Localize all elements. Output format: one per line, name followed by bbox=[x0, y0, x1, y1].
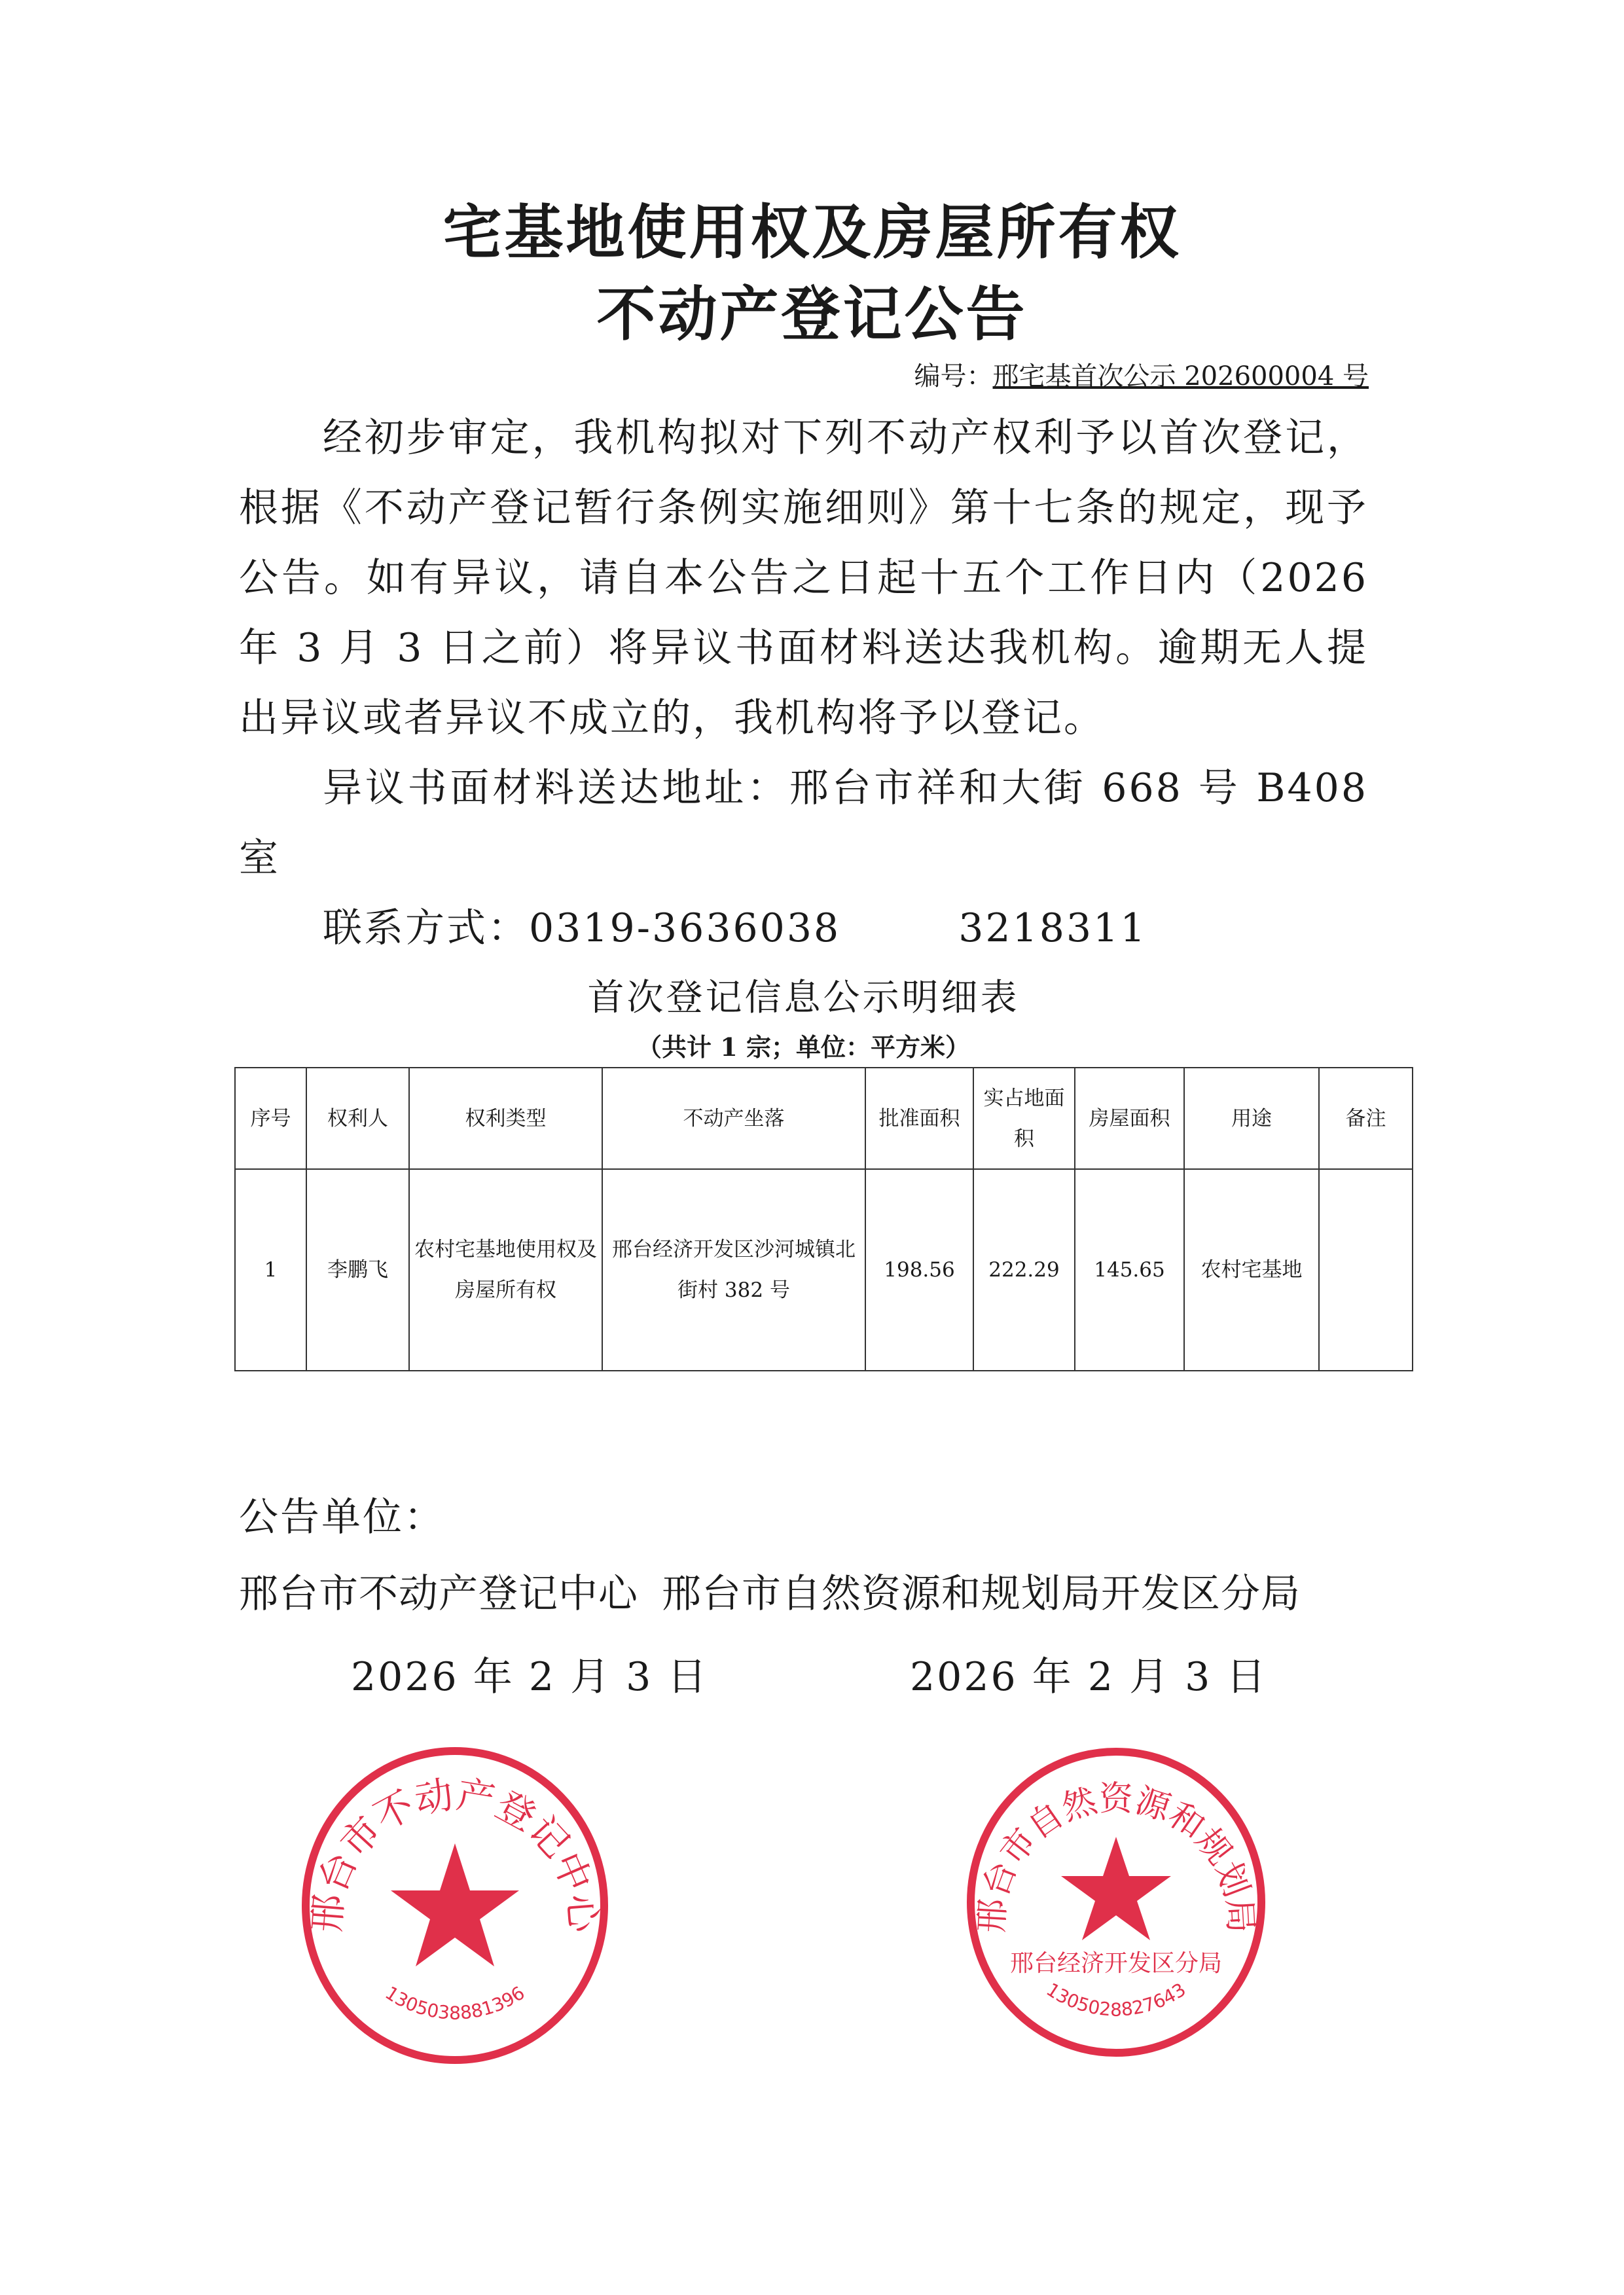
cell-right-type: 农村宅基地使用权及房屋所有权 bbox=[409, 1169, 602, 1371]
issue-date-1: 2026 年 2 月 3 日 bbox=[351, 1654, 709, 1700]
serial-number bbox=[914, 360, 1369, 393]
document-title-line2: 不动产登记公告 bbox=[596, 280, 1028, 349]
footer bbox=[239, 1483, 1368, 1719]
seal-2-text: 邢台市自然资源和规划局 bbox=[971, 1779, 1261, 1934]
registration-table bbox=[234, 1067, 1413, 1371]
contact-label: 联系方式： bbox=[323, 905, 529, 951]
header-owner: 权利人 bbox=[306, 1068, 409, 1169]
cell-remarks bbox=[1319, 1169, 1413, 1371]
seals bbox=[239, 1745, 1368, 2086]
header-usage: 用途 bbox=[1184, 1068, 1319, 1169]
seal-2-subtext: 邢台经济开发区分局 bbox=[1009, 1950, 1223, 1977]
contact-phone-1: 0319-3636038 bbox=[529, 905, 841, 951]
header-remarks: 备注 bbox=[1319, 1068, 1413, 1169]
cell-usage: 农村宅基地 bbox=[1184, 1169, 1319, 1371]
serial-value: 邢宅基首次公示 202600004 号 bbox=[992, 361, 1369, 391]
cell-location: 邢台经济开发区沙河城镇北街村 382 号 bbox=[602, 1169, 865, 1371]
issuer-label: 公告单位： bbox=[239, 1494, 445, 1540]
contact-info bbox=[239, 894, 1368, 964]
issuer-unit-1: 邢台市不动产登记中心 bbox=[239, 1571, 638, 1617]
header-location: 不动产坐落 bbox=[602, 1068, 865, 1169]
cell-approved-area: 198.56 bbox=[865, 1169, 973, 1371]
table-row bbox=[235, 1169, 1413, 1371]
cell-owner: 李鹏飞 bbox=[306, 1169, 409, 1371]
document-title-line1: 宅基地使用权及房屋所有权 bbox=[442, 198, 1182, 267]
star-icon bbox=[391, 1843, 519, 1966]
objection-address: 异议书面材料送达地址：邢台市祥和大街 668 号 B408 室 bbox=[239, 765, 1368, 881]
cell-index: 1 bbox=[235, 1169, 306, 1371]
issuer-units bbox=[239, 1553, 1368, 1636]
header-right-type: 权利类型 bbox=[409, 1068, 602, 1169]
seal-1-text: 邢台市不动产登记中心 bbox=[304, 1772, 606, 1934]
seal-2-code: 1305028827643 bbox=[1042, 1978, 1190, 2021]
header-index: 序号 bbox=[235, 1068, 306, 1169]
official-seal-2 bbox=[959, 1745, 1273, 2059]
seal-1-code: 1305038881396 bbox=[381, 1981, 529, 2024]
table-header-row bbox=[235, 1068, 1413, 1169]
issuer-unit-2: 邢台市自然资源和规划局开发区分局 bbox=[662, 1571, 1301, 1617]
serial-label: 编号： bbox=[914, 361, 993, 391]
document-body bbox=[239, 403, 1386, 2086]
header-house-area: 房屋面积 bbox=[1075, 1068, 1184, 1169]
table-subtitle: （共计 1 宗；单位：平方米） bbox=[637, 1032, 970, 1062]
contact-phone-2: 3218311 bbox=[958, 905, 1147, 951]
star-icon bbox=[1061, 1837, 1171, 1940]
issue-date-2: 2026 年 2 月 3 日 bbox=[910, 1654, 1268, 1700]
table-title: 首次登记信息公示明细表 bbox=[587, 977, 1020, 1019]
issue-dates bbox=[239, 1636, 1368, 1719]
official-seal-1 bbox=[295, 1745, 615, 2066]
cell-house-area: 145.65 bbox=[1075, 1169, 1184, 1371]
header-approved-area: 批准面积 bbox=[865, 1068, 973, 1169]
svg-text:1305028827643 bbox=[1043, 1979, 1190, 2021]
cell-occupied-area: 222.29 bbox=[973, 1169, 1075, 1371]
header-occupied-area: 实占地面积 bbox=[973, 1068, 1075, 1169]
svg-text:1305038881396 bbox=[382, 1982, 529, 2024]
notice-paragraph: 经初步审定，我机构拟对下列不动产权利予以首次登记，根据《不动产登记暂行条例实施细则》第十七条的规定，现予公告。如有异议，请自本公告之日起十五个工作日内（2026 年 3 月 3 日之前）将异议书面材料送达我机构。逾期无人提出异议或者异议不成立的，我机构将予以登记。 bbox=[239, 415, 1368, 741]
